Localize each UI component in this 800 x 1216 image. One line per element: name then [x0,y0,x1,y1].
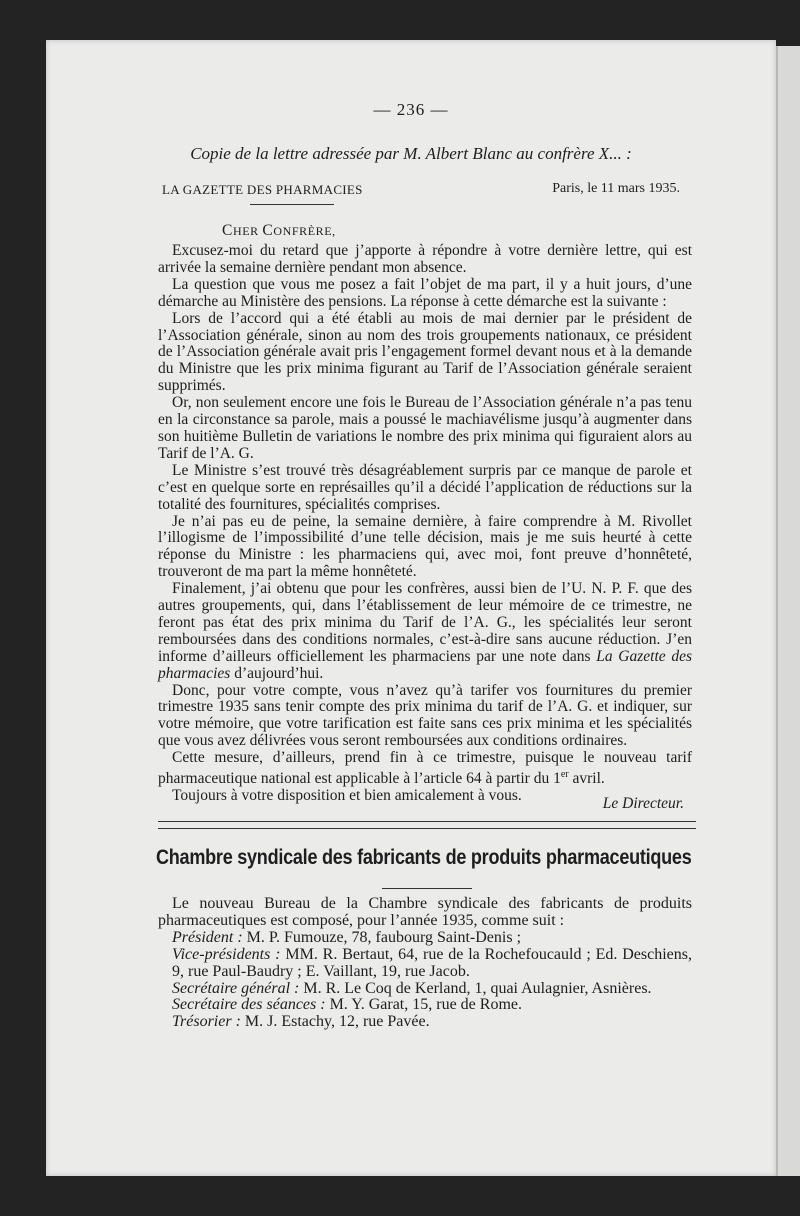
sender-rule [250,204,334,205]
bureau-member: Secrétaire général : M. R. Le Coq de Kerland, 1, quai Aulagnier, Asnières. [172,979,652,997]
letter-paragraph: Or, non seulement encore une fois le Bureau de l’Association générale n’a pas tenu en la circonstance sa parole, mais a poussé le machiavélisme jusqu’à augmenter dans son huitième Bulletin de variations le nombre des prix minima qui figuraient alors au Tarif de l’A. G. [158,394,692,462]
page-number: — 236 — [373,100,449,119]
letter-paragraph: Cette mesure, d’ailleurs, prend fin à ce trimestre, puisque le nouveau tarif pharmaceutique national est applicable à l’article 64 à partir du 1er avril. [158,749,692,788]
bureau-member: Président : M. P. Fumouze, 78, faubourg Saint-Denis ; [172,928,522,946]
section-divider [158,821,696,829]
letter-dateline: Paris, le 11 mars 1935. [552,181,680,196]
bureau-member: Trésorier : M. J. Estachy, 12, rue Pavée. [172,1013,430,1031]
letter-paragraph: Le Ministre s’est trouvé très désagréablement surpris par ce manque de parole et c’est en quelque sorte en représailles qu’il a décidé l’application de réductions sur la totalité des fournitures, spécialités comprises. [158,461,692,513]
letter-paragraph: Je n’ai pas eu de peine, la semaine dernière, à faire comprendre à M. Rivollet l’illogisme de l’impossibilité d’une telle décision, mais je me suis heurté à cette réponse du Ministre : les pharmaciens qui, avec moi, font preuve d’honnêteté, trouveront de ma part la même honnêteté. [158,512,692,581]
section-heading: Chambre syndicale des fabricants de produits pharmaceutiques [156,846,692,869]
letter-paragraph: Excusez-moi du retard que j’apporte à répondre à votre dernière lettre, qui est arrivée la semaine dernière pendant mon absence. [158,242,692,276]
letter-sender: LA GAZETTE DES PHARMACIES [162,182,363,197]
signature: Le Directeur. [602,795,684,812]
letter-body [158,243,692,805]
bureau-composition [158,896,692,1031]
bureau-member: Secrétaire des séances : M. Y. Garat, 15, rue de Rome. [172,996,522,1014]
scanned-page [46,40,776,1176]
bureau-intro: Le nouveau Bureau de la Chambre syndicale des fabricants de produits pharmaceutiques est composé, pour l’année 1935, comme suit : [158,895,692,929]
salutation: CHER CONFRÈRE, [222,222,336,239]
letter-paragraph: Lors de l’accord qui a été établi au mois de mai dernier par le président de l’Association générale, sinon au nom des trois groupements nationaux, ce président de l’Association générale avait pris l’engagement formel devant nous et à la demande du Ministre que les prix minima figurant au Tarif de l’Association générale seraient supprimés. [158,309,692,395]
bureau-member: Vice-présidents : MM. R. Bertaut, 64, rue de la Rochefoucauld ; Ed. Deschiens, 9, rue Paul-Baudry ; E. Vaillant, 19, rue Jacob. [172,945,692,980]
letter-paragraph: Donc, pour votre compte, vous n’avez qu’à tarifer vos fournitures du premier trimestre 1935 sans tenir compte des prix minima du tarif de l’A. G. et indiquer, sur votre mémoire, que votre tarification est faite sans ces prix minima et les spécialités que vous avez délivrées vous seront remboursées aux conditions ordinaires. [158,681,692,750]
letter-caption: Copie de la lettre adressée par M. Albert Blanc au confrère X... : [190,144,632,163]
next-page-edge [776,46,800,1176]
heading-rule [382,888,472,889]
letter-paragraph: La question que vous me posez a fait l’objet de ma part, il y a huit jours, d’une démarche au Ministère des pensions. La réponse à cette démarche est la suivante : [158,275,692,310]
letter-paragraph: Toujours à votre disposition et bien amicalement à vous. [172,787,522,805]
letter-paragraph: Finalement, j’ai obtenu que pour les confrères, aussi bien de l’U. N. P. F. que des autres groupements, qui, dans l’établissement de leur mémoire de ce trimestre, ne feront pas état des prix minima du Tarif de l’A. G., les spécialités leur seront remboursées dans des conditions normales, c’est-à-dire sans aucune réduction. J’en informe d’ailleurs officiellement les pharmaciens par une note dans La Gazette des pharmacies d’aujourd’hui. [158,580,693,682]
